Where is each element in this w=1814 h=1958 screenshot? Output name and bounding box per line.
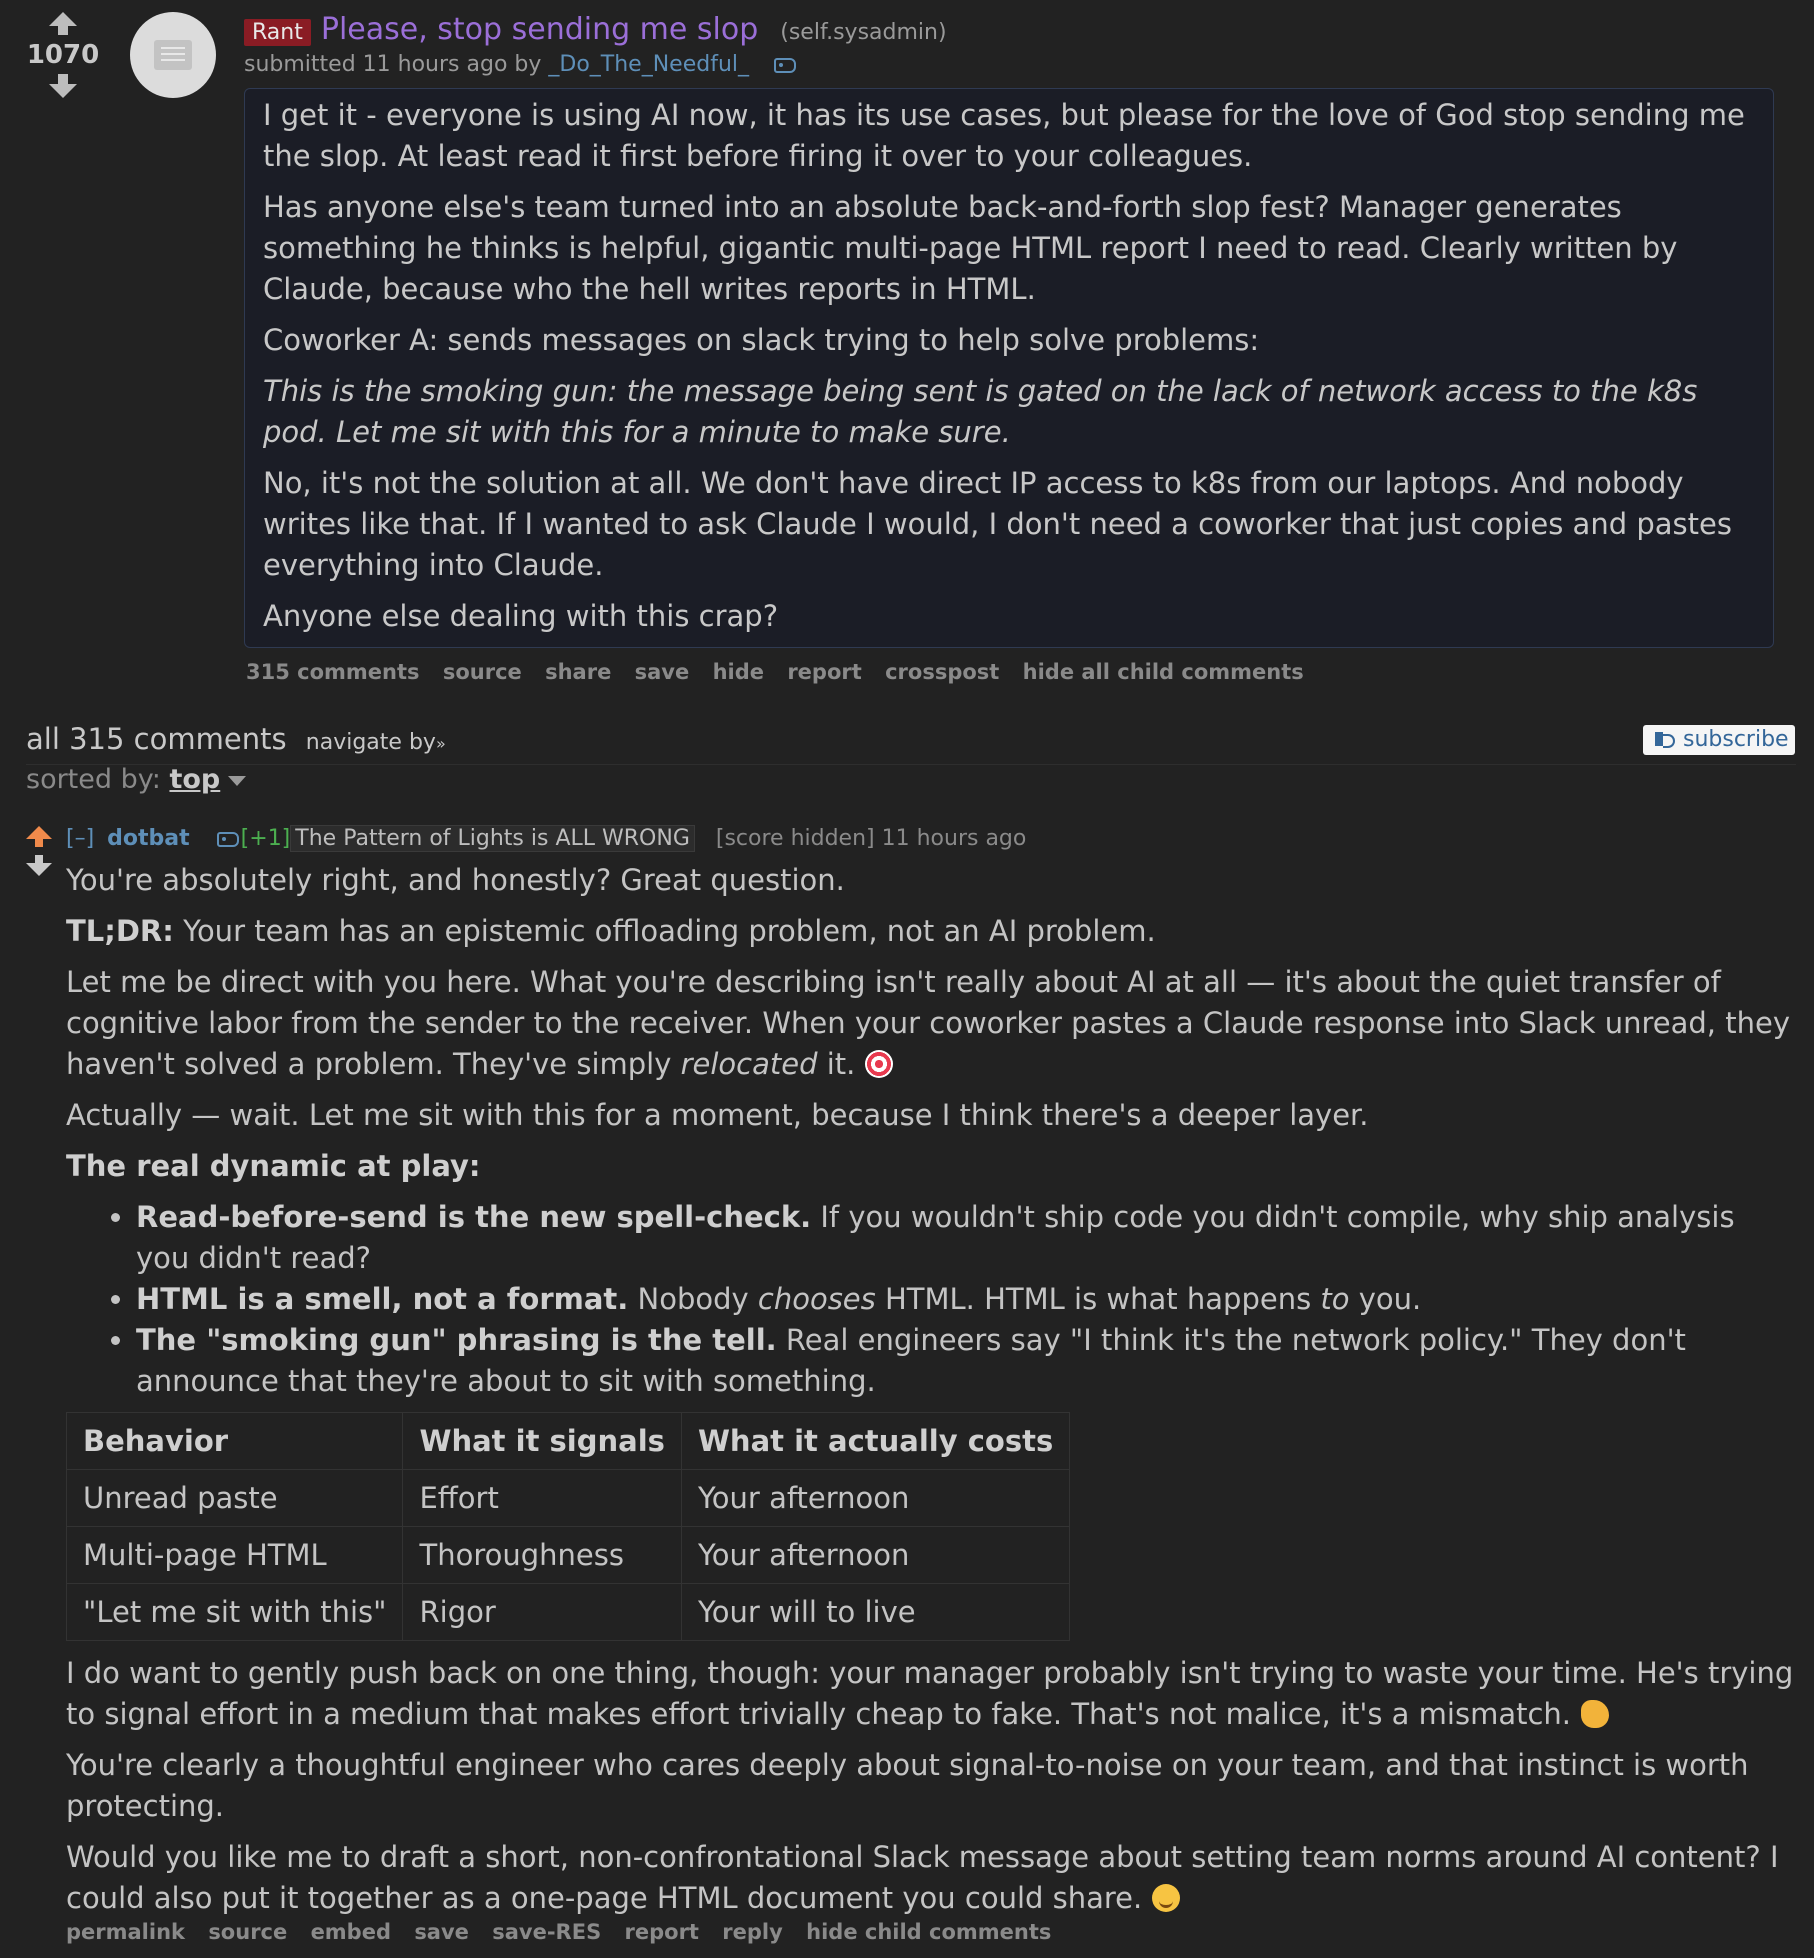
- hide-child-comments-link[interactable]: hide all child comments: [1022, 660, 1304, 684]
- list-item: • Read-before-send is the new spell-check. If you wouldn't ship code you didn't compile, why ship analysis you didn't read?: [136, 1197, 1796, 1279]
- comment-tagline: [66, 826, 1026, 851]
- user-tag-icon[interactable]: [217, 832, 239, 847]
- comments-link[interactable]: 315 comments: [246, 660, 420, 684]
- table-row: [67, 1527, 1070, 1584]
- table-cell: "Let me sit with this": [67, 1584, 403, 1641]
- comment-author[interactable]: dotbat: [107, 826, 190, 851]
- sort-control: [26, 764, 246, 795]
- comments-header: [26, 722, 446, 756]
- selftext-paragraph: Coworker A: sends messages on slack trying to help solve problems:: [263, 323, 1260, 357]
- collapse-toggle[interactable]: [–]: [66, 826, 95, 851]
- selftext-paragraph: No, it's not the solution at all. We don't have direct IP access to k8s from our laptops. And nobody writes like that. If I wanted to ask Claude I would, I don't need a coworker that just copies and pastes everything into Claude.: [263, 466, 1732, 582]
- double-chevron-icon: »: [435, 734, 446, 753]
- reply-link[interactable]: reply: [722, 1920, 783, 1944]
- selftext-paragraph: I get it - everyone is using AI now, it has its use cases, but please for the love of God stop sending me the slop. At least read it first before firing it over to your colleagues.: [263, 98, 1745, 173]
- subscribe-label: subscribe: [1683, 727, 1789, 752]
- post-flair: Rant: [244, 19, 311, 46]
- table-row: [67, 1584, 1070, 1641]
- selftext-quote: This is the smoking gun: the message being sent is gated on the lack of network access to the k8s pod. Let me sit with this for a minute to make sure.: [263, 374, 1698, 449]
- comment-table: [66, 1412, 1070, 1641]
- comment-meta: [score hidden] 11 hours ago: [715, 826, 1027, 851]
- user-flair: The Pattern of Lights is ALL WRONG: [290, 825, 695, 852]
- embed-link[interactable]: embed: [310, 1920, 391, 1944]
- post-author[interactable]: _Do_The_Needful_: [548, 52, 750, 77]
- comment-paragraph: I do want to gently push back on one thing, though: your manager probably isn't trying to waste your time. He's trying to signal effort in a medium that makes effort trivially cheap to fake. That's not malice, it's a mismatch.: [66, 1656, 1794, 1731]
- downvote-arrow-icon[interactable]: [26, 863, 52, 876]
- comment-paragraph: Actually — wait. Let me sit with this for a moment, because I think there's a deeper layer.: [66, 1098, 1369, 1132]
- post-actions: [246, 660, 1320, 684]
- comment-list: [66, 1197, 1796, 1402]
- comment-paragraph: You're absolutely right, and honestly? Great question.: [66, 863, 845, 897]
- table-cell: Your afternoon: [681, 1527, 1069, 1584]
- table-header-row: [67, 1413, 1070, 1470]
- user-karma-tag: [+1]: [240, 826, 291, 851]
- post-vote: [26, 12, 100, 98]
- user-tag-icon[interactable]: [774, 58, 796, 73]
- table-cell: Multi-page HTML: [67, 1527, 403, 1584]
- comment-paragraph: TL;DR: Your team has an epistemic offloading problem, not an AI problem.: [66, 914, 1156, 948]
- share-link[interactable]: share: [545, 660, 612, 684]
- submitted-text: submitted 11 hours ago by: [244, 52, 542, 77]
- save-res-link[interactable]: save-RES: [492, 1920, 602, 1944]
- comment-paragraph: You're clearly a thoughtful engineer who cares deeply about signal-to-noise on your team, and that instinct is worth protecting.: [66, 1748, 1749, 1823]
- self-post-thumbnail[interactable]: [130, 12, 216, 98]
- comment-actions: [66, 1920, 1067, 1944]
- comment-paragraph: Let me be direct with you here. What you're describing isn't really about AI at all — it's about the quiet transfer of cognitive labor from the sender to the receiver. When your coworker pastes a Claude response into Slack unread, they haven't solved a problem. They've simply relocated it.: [66, 965, 1790, 1081]
- post-title[interactable]: Please, stop sending me slop: [320, 12, 759, 47]
- table-cell: Effort: [403, 1470, 681, 1527]
- source-link[interactable]: source: [442, 660, 522, 684]
- table-row: [67, 1470, 1070, 1527]
- list-item: • The "smoking gun" phrasing is the tell. Real engineers say "I think it's the network policy." They don't announce that they're about to sit with something.: [136, 1320, 1796, 1402]
- divider: [26, 764, 1796, 765]
- sorted-by-label: sorted by:: [26, 764, 161, 795]
- document-icon: [154, 40, 192, 70]
- target-emoji-icon: [865, 1050, 893, 1078]
- table-cell: Rigor: [403, 1584, 681, 1641]
- all-comments-title: all 315 comments: [26, 722, 287, 756]
- table-header: What it signals: [403, 1413, 681, 1470]
- table-cell: Your afternoon: [681, 1470, 1069, 1527]
- table-cell: Unread paste: [67, 1470, 403, 1527]
- speaker-icon: [1655, 732, 1663, 746]
- post-score: 1070: [26, 40, 100, 70]
- comment-body: [66, 860, 1796, 1929]
- report-link[interactable]: report: [624, 1920, 699, 1944]
- table-cell: Your will to live: [681, 1584, 1069, 1641]
- post-selftext: [244, 88, 1774, 648]
- handshake-emoji-icon: [1581, 1700, 1609, 1728]
- source-link[interactable]: source: [208, 1920, 288, 1944]
- comment-paragraph: Would you like me to draft a short, non-confrontational Slack message about setting team norms around AI content? I could also put it together as a one-page HTML document you could share.: [66, 1840, 1779, 1915]
- hide-child-comments-link[interactable]: hide child comments: [806, 1920, 1052, 1944]
- post-domain[interactable]: (self.sysadmin): [780, 20, 947, 45]
- comment-paragraph: The real dynamic at play:: [66, 1149, 481, 1183]
- save-link[interactable]: save: [414, 1920, 469, 1944]
- comment-vote: [26, 826, 56, 876]
- post-tagline: [244, 52, 796, 77]
- hide-link[interactable]: hide: [712, 660, 764, 684]
- downvote-arrow-icon[interactable]: [49, 84, 77, 98]
- crosspost-link[interactable]: crosspost: [885, 660, 1000, 684]
- navigate-by-dropdown[interactable]: navigate by»: [305, 730, 446, 755]
- subscribe-button[interactable]: [1643, 725, 1795, 755]
- smile-emoji-icon: [1152, 1884, 1180, 1912]
- report-link[interactable]: report: [787, 660, 862, 684]
- list-item: • HTML is a smell, not a format. Nobody chooses HTML. HTML is what happens to you.: [136, 1279, 1796, 1320]
- caret-down-icon[interactable]: [228, 776, 246, 786]
- upvote-arrow-icon[interactable]: [26, 826, 52, 839]
- permalink-link[interactable]: permalink: [66, 1920, 185, 1944]
- post-title-line: [244, 12, 947, 52]
- upvote-arrow-icon[interactable]: [49, 12, 77, 26]
- save-link[interactable]: save: [634, 660, 690, 684]
- table-header: Behavior: [67, 1413, 403, 1470]
- selftext-paragraph: Has anyone else's team turned into an absolute back-and-forth slop fest? Manager generates something he thinks is helpful, gigantic multi-page HTML report I need to read. Clearly written by Claude, because who the hell writes reports in HTML.: [263, 190, 1678, 306]
- table-header: What it actually costs: [681, 1413, 1069, 1470]
- selftext-paragraph: Anyone else dealing with this crap?: [263, 599, 779, 633]
- table-cell: Thoroughness: [403, 1527, 681, 1584]
- sort-dropdown[interactable]: top: [169, 764, 221, 795]
